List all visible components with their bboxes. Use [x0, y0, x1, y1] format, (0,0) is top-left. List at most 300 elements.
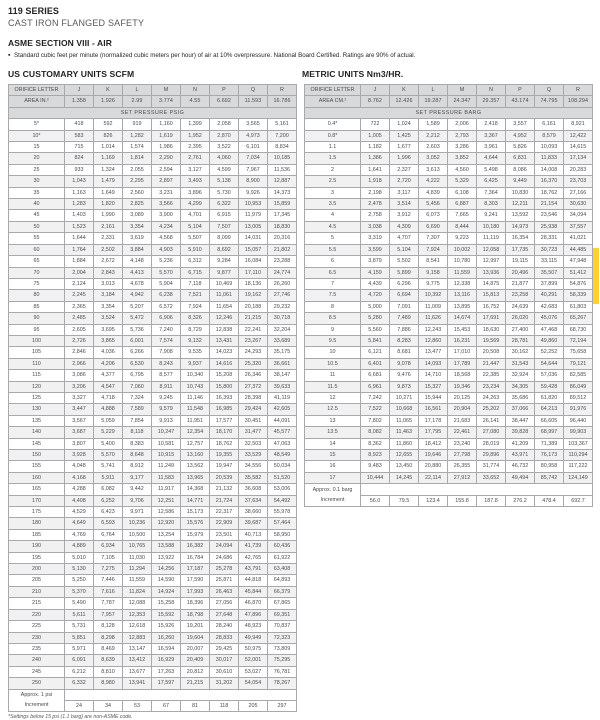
table-row: [9, 267, 297, 278]
us-set-pressure: 90: [9, 313, 65, 324]
metric-capacity-cell: 37,899: [535, 278, 564, 289]
tables-container: [8, 84, 592, 720]
metric-capacity-cell: 29,896: [477, 450, 506, 461]
metric-capacity-cell: 15,813: [477, 290, 506, 301]
us-capacity-cell: 47,896: [239, 609, 268, 620]
metric-capacity-cell: 10,392: [419, 290, 448, 301]
metric-capacity-cell: 23,546: [535, 210, 564, 221]
us-capacity-cell: 66,379: [268, 586, 297, 597]
us-capacity-cell: 54,492: [268, 495, 297, 506]
us-capacity-cell: 12,088: [123, 598, 152, 609]
us-capacity-cell: 6,082: [94, 484, 123, 495]
table-row: [9, 187, 297, 198]
us-capacity-cell: 1,764: [65, 244, 94, 255]
us-capacity-cell: 8,912: [123, 461, 152, 472]
us-capacity-cell: 8,729: [181, 324, 210, 335]
metric-capacity-cell: 2,478: [361, 199, 390, 210]
us-capacity-cell: 20,007: [181, 643, 210, 654]
metric-capacity-cell: 7,886: [390, 324, 419, 335]
table-row: [305, 415, 593, 426]
us-capacity-cell: 12,887: [268, 176, 297, 187]
us-capacity-cell: 50,034: [268, 461, 297, 472]
us-capacity-cell: 23,288: [268, 256, 297, 267]
us-capacity-cell: 14,256: [152, 564, 181, 575]
us-capacity-cell: 3,127: [181, 164, 210, 175]
us-set-pressure: 120: [9, 381, 65, 392]
us-capacity-cell: 6,312: [181, 256, 210, 267]
us-capacity-cell: 1,649: [94, 187, 123, 198]
metric-corner-label-2: AREA CM.²: [305, 96, 361, 107]
us-capacity-cell: 4,060: [210, 153, 239, 164]
us-capacity-cell: 26,260: [268, 278, 297, 289]
table-row: [9, 142, 297, 153]
page-scrollbar[interactable]: [592, 0, 600, 703]
table-row: [9, 461, 297, 472]
us-capacity-cell: 10,581: [152, 438, 181, 449]
metric-capacity-cell: 3,514: [390, 199, 419, 210]
us-capacity-cell: 72,323: [268, 632, 297, 643]
metric-capacity-cell: 6,694: [390, 290, 419, 301]
us-capacity-cell: 13,412: [123, 655, 152, 666]
us-capacity-cell: 4,889: [65, 541, 94, 552]
table-row: [9, 233, 297, 244]
us-set-pressure: 235: [9, 643, 65, 654]
us-capacity-cell: 9,177: [123, 472, 152, 483]
metric-capacity-cell: 12,058: [477, 244, 506, 255]
us-header-letters: [9, 85, 297, 96]
metric-increment-value: 478.4: [535, 495, 564, 506]
us-capacity-cell: 8,298: [94, 632, 123, 643]
us-capacity-cell: 23,267: [239, 335, 268, 346]
metric-set-pressure: 6: [305, 256, 361, 267]
metric-capacity-cell: 3,286: [448, 142, 477, 153]
us-capacity-cell: 20,316: [268, 233, 297, 244]
table-row: [9, 347, 297, 358]
metric-capacity-cell: 14,973: [506, 221, 535, 232]
table-row: [9, 643, 297, 654]
metric-capacity-cell: 25,202: [477, 404, 506, 415]
metric-capacity-cell: 3,852: [448, 153, 477, 164]
us-capacity-cell: 15,859: [268, 199, 297, 210]
us-capacity-cell: 17,187: [181, 564, 210, 575]
us-capacity-cell: 2,825: [123, 199, 152, 210]
table-row: [9, 484, 297, 495]
metric-capacity-cell: 37,066: [506, 404, 535, 415]
metric-capacity-cell: 35,686: [506, 392, 535, 403]
us-capacity-cell: 16,084: [239, 256, 268, 267]
us-capacity-cell: 6,001: [123, 335, 152, 346]
metric-set-pressure: 1.1: [305, 142, 361, 153]
us-capacity-cell: 52,001: [239, 655, 268, 666]
us-capacity-cell: 8,639: [94, 655, 123, 666]
us-capacity-cell: 21,215: [239, 313, 268, 324]
us-capacity-cell: 7,521: [181, 290, 210, 301]
us-capacity-cell: 13,160: [181, 450, 210, 461]
us-capacity-cell: 2,846: [65, 347, 94, 358]
metric-capacity-cell: 6,831: [506, 153, 535, 164]
us-capacity-cell: 5,138: [210, 176, 239, 187]
metric-capacity-cell: 2,212: [419, 130, 448, 141]
us-capacity-cell: 17,590: [181, 575, 210, 586]
metric-capacity-cell: 1,918: [361, 176, 390, 187]
us-capacity-cell: 8,099: [210, 233, 239, 244]
us-capacity-cell: 11,917: [152, 484, 181, 495]
metric-capacity-cell: 12,997: [477, 256, 506, 267]
metric-capacity-cell: 33,652: [477, 472, 506, 483]
metric-increment-value: 692.7: [564, 495, 593, 506]
section-title: ASME SECTION VIII - AIR: [8, 38, 112, 48]
us-capacity-cell: 6,715: [181, 267, 210, 278]
metric-capacity-cell: 21,683: [448, 415, 477, 426]
us-capacity-cell: 5,250: [65, 575, 94, 586]
metric-set-pressure: 16: [305, 461, 361, 472]
us-capacity-cell: 27,648: [210, 609, 239, 620]
metric-capacity-cell: 96,440: [564, 415, 593, 426]
table-row: [305, 301, 593, 312]
metric-capacity-cell: 16,370: [535, 176, 564, 187]
us-capacity-cell: 2,124: [65, 278, 94, 289]
metric-capacity-cell: 9,223: [448, 233, 477, 244]
metric-capacity-cell: 28,781: [506, 335, 535, 346]
metric-capacity-cell: 26,141: [477, 415, 506, 426]
metric-capacity-cell: 5,560: [361, 324, 390, 335]
us-capacity-cell: 2,395: [181, 142, 210, 153]
us-capacity-cell: 2,897: [152, 176, 181, 187]
us-capacity-cell: 22,317: [210, 507, 239, 518]
metric-set-pressure: 7: [305, 278, 361, 289]
metric-increment-row-top: [305, 484, 593, 495]
us-capacity-cell: 16,929: [152, 655, 181, 666]
metric-capacity-cell: 30,630: [564, 199, 593, 210]
us-capacity-cell: 7,275: [94, 564, 123, 575]
metric-band-row: [305, 107, 593, 118]
us-capacity-cell: 5,570: [94, 450, 123, 461]
us-capacity-cell: 4,413: [123, 267, 152, 278]
metric-capacity-cell: 8,541: [419, 256, 448, 267]
us-capacity-cell: 57,464: [268, 518, 297, 529]
metric-capacity-cell: 2,603: [419, 142, 448, 153]
metric-capacity-cell: 10,444: [361, 472, 390, 483]
metric-capacity-cell: 11,009: [419, 301, 448, 312]
us-capacity-cell: 28,240: [210, 621, 239, 632]
metric-set-pressure: 6.5: [305, 267, 361, 278]
us-capacity-cell: 8,243: [152, 358, 181, 369]
us-capacity-cell: 11,654: [210, 301, 239, 312]
us-set-pressure: 125: [9, 392, 65, 403]
us-capacity-cell: 14,616: [210, 358, 239, 369]
us-capacity-cell: 5,904: [152, 278, 181, 289]
us-capacity-cell: 4,903: [152, 244, 181, 255]
us-capacity-cell: 40,713: [239, 529, 268, 540]
table-row: [305, 233, 593, 244]
table-row: [305, 130, 593, 141]
table-row: [305, 313, 593, 324]
us-capacity-cell: 75,295: [268, 655, 297, 666]
us-capacity-cell: 2,966: [65, 358, 94, 369]
metric-capacity-cell: 5,899: [390, 267, 419, 278]
us-increment-value: 81: [181, 700, 210, 711]
us-set-pressure: 110: [9, 358, 65, 369]
us-capacity-cell: 6,906: [152, 313, 181, 324]
us-capacity-cell: 55,978: [268, 507, 297, 518]
table-row: [9, 164, 297, 175]
us-set-pressure: 245: [9, 666, 65, 677]
us-capacity-cell: 43,791: [239, 564, 268, 575]
metric-capacity-cell: 34,305: [506, 381, 535, 392]
metric-capacity-cell: 13,936: [477, 267, 506, 278]
us-capacity-cell: 8,648: [123, 450, 152, 461]
us-capacity-cell: 5,570: [152, 267, 181, 278]
us-set-pressure: 150: [9, 450, 65, 461]
us-capacity-cell: 21,802: [268, 244, 297, 255]
us-set-pressure: 60: [9, 244, 65, 255]
us-capacity-cell: 26,346: [239, 370, 268, 381]
us-increment-spacer: [65, 689, 297, 700]
metric-capacity-cell: 16,561: [419, 404, 448, 415]
metric-increment-value: 155.8: [448, 495, 477, 506]
metric-capacity-cell: 5,498: [477, 164, 506, 175]
metric-capacity-cell: 12,243: [419, 324, 448, 335]
us-capacity-cell: 9,937: [181, 358, 210, 369]
table-row: [305, 438, 593, 449]
metric-capacity-cell: 72,194: [564, 335, 593, 346]
metric-capacity-cell: 59,428: [535, 381, 564, 392]
table-row: [305, 221, 593, 232]
metric-capacity-cell: 1,005: [361, 130, 390, 141]
us-capacity-cell: 11,559: [123, 575, 152, 586]
us-col-area: 6.692: [210, 96, 239, 107]
us-capacity-cell: 7,446: [94, 575, 123, 586]
metric-capacity-cell: 23,258: [506, 290, 535, 301]
metric-capacity-cell: 68,730: [564, 324, 593, 335]
us-capacity-cell: 15,173: [181, 507, 210, 518]
us-set-pressure: 70: [9, 267, 65, 278]
metric-capacity-cell: 8,444: [448, 221, 477, 232]
us-capacity-cell: 3,013: [94, 278, 123, 289]
metric-capacity-cell: 722: [361, 119, 390, 130]
metric-capacity-cell: 103,367: [564, 438, 593, 449]
metric-capacity-cell: 11,463: [390, 427, 419, 438]
table-row: [9, 586, 297, 597]
us-set-pressure: 200: [9, 564, 65, 575]
us-capacity-cell: 9,926: [239, 187, 268, 198]
metric-capacity-cell: 9,483: [361, 461, 390, 472]
metric-capacity-cell: 9,078: [390, 358, 419, 369]
us-set-pressure: 45: [9, 210, 65, 221]
metric-capacity-cell: 7,802: [361, 415, 390, 426]
us-capacity-cell: 18,136: [239, 278, 268, 289]
metric-capacity-cell: 42,683: [535, 301, 564, 312]
us-capacity-cell: 10,236: [123, 518, 152, 529]
metric-capacity-cell: 9,873: [390, 381, 419, 392]
us-capacity-cell: 10,765: [123, 541, 152, 552]
metric-increment-value: 276.2: [506, 495, 535, 506]
metric-capacity-cell: 66,605: [535, 415, 564, 426]
us-capacity-cell: 3,619: [123, 233, 152, 244]
us-capacity-cell: 18,830: [268, 221, 297, 232]
us-customary-table: [8, 84, 297, 712]
us-capacity-cell: 2,058: [210, 119, 239, 130]
metric-capacity-cell: 17,789: [448, 358, 477, 369]
us-set-pressure: 135: [9, 415, 65, 426]
us-capacity-cell: 12,246: [210, 313, 239, 324]
metric-capacity-cell: 86,049: [564, 381, 593, 392]
us-capacity-cell: 21,724: [210, 495, 239, 506]
us-capacity-cell: 17,110: [239, 267, 268, 278]
us-capacity-cell: 3,687: [65, 427, 94, 438]
metric-capacity-cell: 1,641: [361, 164, 390, 175]
us-capacity-cell: 4,599: [210, 164, 239, 175]
us-capacity-cell: 28,398: [239, 392, 268, 403]
us-set-pressure: 215: [9, 598, 65, 609]
us-capacity-cell: 12,838: [210, 324, 239, 335]
us-capacity-cell: 30,718: [268, 313, 297, 324]
us-set-pressure: 80: [9, 290, 65, 301]
us-capacity-cell: 23,501: [210, 529, 239, 540]
us-capacity-cell: 3,447: [65, 404, 94, 415]
us-col-letter: P: [210, 85, 239, 96]
us-capacity-cell: 2,055: [123, 164, 152, 175]
us-set-pressure: 225: [9, 621, 65, 632]
series-subtitle: CAST IRON FLANGED SAFETY: [8, 18, 145, 28]
us-capacity-cell: 1,986: [152, 142, 181, 153]
metric-capacity-cell: 1,386: [361, 153, 390, 164]
us-capacity-cell: 2,843: [94, 267, 123, 278]
metric-capacity-cell: 24,639: [506, 301, 535, 312]
us-set-pressure: 250: [9, 678, 65, 689]
table-row: [305, 176, 593, 187]
us-capacity-cell: 1,952: [181, 130, 210, 141]
us-capacity-cell: 10,340: [181, 370, 210, 381]
us-capacity-cell: 7,967: [239, 164, 268, 175]
metric-capacity-cell: 54,644: [535, 358, 564, 369]
us-col-letter: R: [268, 85, 297, 96]
metric-capacity-cell: 22,114: [419, 472, 448, 483]
us-capacity-cell: 12,920: [152, 518, 181, 529]
us-capacity-cell: 5,730: [210, 187, 239, 198]
metric-set-pressure: 4.5: [305, 221, 361, 232]
metric-capacity-cell: 17,178: [419, 415, 448, 426]
us-capacity-cell: 3,354: [123, 221, 152, 232]
metric-capacity-cell: 14,008: [535, 164, 564, 175]
us-capacity-cell: 6,101: [239, 142, 268, 153]
us-capacity-cell: 4,973: [239, 130, 268, 141]
metric-capacity-cell: 27,912: [448, 472, 477, 483]
metric-increment-value: 187.8: [477, 495, 506, 506]
metric-capacity-cell: 35,507: [535, 267, 564, 278]
metric-capacity-cell: 30,162: [506, 347, 535, 358]
metric-set-pressure: 12: [305, 392, 361, 403]
us-set-pressure: 175: [9, 507, 65, 518]
metric-set-pressure: 11: [305, 370, 361, 381]
table-row: [305, 164, 593, 175]
table-row: [9, 598, 297, 609]
us-capacity-cell: 78,267: [268, 678, 297, 689]
us-capacity-cell: 17,263: [152, 666, 181, 677]
metric-col-area: 19.287: [419, 96, 448, 107]
us-set-pressure: 210: [9, 586, 65, 597]
us-capacity-cell: 1,282: [123, 130, 152, 141]
us-capacity-cell: 12,353: [123, 609, 152, 620]
metric-col-area: 29.357: [477, 96, 506, 107]
us-capacity-cell: 6,266: [123, 347, 152, 358]
metric-capacity-cell: 19,346: [448, 381, 477, 392]
metric-capacity-cell: 4,222: [419, 176, 448, 187]
metric-capacity-cell: 31,543: [506, 358, 535, 369]
metric-capacity-cell: 2,793: [448, 130, 477, 141]
us-capacity-cell: 38,660: [239, 507, 268, 518]
us-capacity-cell: 13,965: [181, 472, 210, 483]
metric-set-pressure: 7.5: [305, 290, 361, 301]
table-row: [9, 507, 297, 518]
table-row: [9, 221, 297, 232]
us-capacity-cell: 25,871: [210, 575, 239, 586]
metric-capacity-cell: 4,707: [390, 233, 419, 244]
us-capacity-cell: 36,661: [268, 358, 297, 369]
us-capacity-cell: 5,236: [152, 256, 181, 267]
metric-set-pressure: 5: [305, 233, 361, 244]
us-capacity-cell: 10,500: [123, 529, 152, 540]
metric-capacity-cell: 5,329: [448, 176, 477, 187]
us-capacity-cell: 16,784: [181, 552, 210, 563]
table-row: [9, 153, 297, 164]
metric-capacity-cell: 19,115: [506, 256, 535, 267]
metric-capacity-cell: 49,494: [506, 472, 535, 483]
us-capacity-cell: 5,490: [65, 598, 94, 609]
table-row: [305, 324, 593, 335]
table-row: [9, 290, 297, 301]
metric-capacity-cell: 3,599: [361, 244, 390, 255]
us-capacity-cell: 19,604: [181, 632, 210, 643]
us-set-pressure: 230: [9, 632, 65, 643]
us-capacity-cell: 11,951: [181, 415, 210, 426]
metric-capacity-cell: 82,585: [564, 370, 593, 381]
metric-set-pressure: 4: [305, 210, 361, 221]
metric-capacity-cell: 16,752: [477, 301, 506, 312]
us-capacity-cell: 54,054: [239, 678, 268, 689]
us-capacity-cell: 15,057: [239, 244, 268, 255]
us-capacity-cell: 10,743: [181, 381, 210, 392]
us-capacity-cell: 10,953: [239, 199, 268, 210]
us-set-pressure: 5*: [9, 119, 65, 130]
us-col-letter: M: [152, 85, 181, 96]
metric-capacity-cell: 3,038: [361, 221, 390, 232]
us-capacity-cell: 33,689: [268, 335, 297, 346]
table-row: [9, 358, 297, 369]
us-capacity-cell: 18,798: [181, 609, 210, 620]
metric-capacity-cell: 2,758: [361, 210, 390, 221]
us-capacity-cell: 9,132: [181, 335, 210, 346]
metric-capacity-cell: 3,912: [390, 210, 419, 221]
scrollbar-thumb[interactable]: [593, 248, 599, 304]
us-capacity-cell: 4,769: [65, 529, 94, 540]
us-capacity-cell: 21,215: [181, 678, 210, 689]
metric-capacity-cell: 13,592: [506, 210, 535, 221]
us-capacity-cell: 826: [94, 130, 123, 141]
us-set-pressure: 95: [9, 324, 65, 335]
us-capacity-cell: 25,278: [210, 564, 239, 575]
table-row: [9, 518, 297, 529]
table-row: [9, 404, 297, 415]
metric-capacity-cell: 40,291: [535, 290, 564, 301]
us-capacity-cell: 8,980: [94, 678, 123, 689]
us-capacity-cell: 1,014: [94, 142, 123, 153]
us-capacity-cell: 15,979: [181, 529, 210, 540]
metric-col-letter: P: [506, 85, 535, 96]
metric-capacity-cell: 13,450: [390, 461, 419, 472]
metric-capacity-cell: 13,116: [448, 290, 477, 301]
us-capacity-cell: 6,593: [94, 518, 123, 529]
